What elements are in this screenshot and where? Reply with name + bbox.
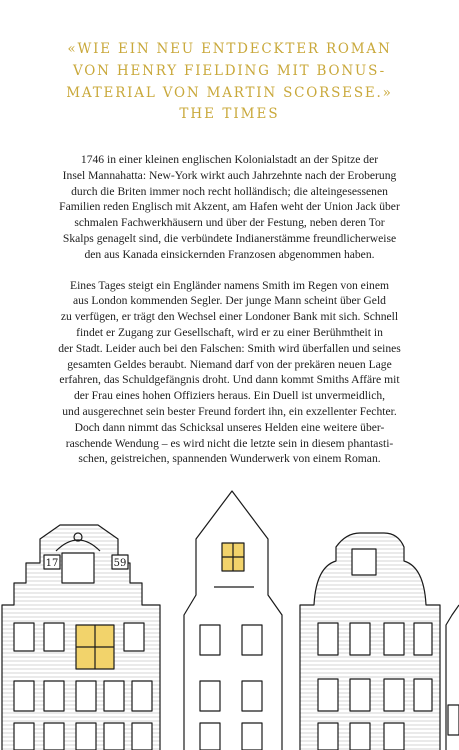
blurb-line: 1746 in einer kleinen englischen Kolonialstadt an der Spitze der bbox=[80, 153, 379, 166]
blurb-line: der Frau eines hohen Offiziers heraus. Ein Duell ist unvermeidlich, bbox=[73, 389, 386, 403]
blurb-line: Familien reden Englisch mit Akzent, am Hafen weht der Union Jack über bbox=[59, 200, 400, 214]
blurb-line: schmalen Fachwerkhäusern und über der Festung, neben deren Tor bbox=[74, 216, 385, 230]
quote-source: THE TIMES bbox=[179, 106, 280, 122]
blurb-line: den aus Kanada einsickernden Franzosen abgenommen haben. bbox=[84, 247, 375, 261]
house-2 bbox=[184, 491, 282, 750]
blurb-line: gesamten Geldes beraubt. Niemand darf von der prekären neuen Lage bbox=[67, 357, 392, 371]
blurb-line: durch die Briten immer noch recht holländisch; die alteingesessenen bbox=[71, 184, 388, 198]
blurb-line: und ausgerechnet sein bester Freund fordert ihn, ein exzellenter Fechter. bbox=[62, 404, 397, 418]
blurb-line: aus London kommenden Segler. Der junge Mann scheint über Geld bbox=[73, 294, 386, 308]
pull-quote bbox=[0, 38, 459, 104]
quote-line: MATERIAL VON MARTIN SCORSESE.» bbox=[66, 85, 393, 101]
blurb-line: erfahren, das Schuldgefängnis droht. Und dann kommt Smiths Affäre mit bbox=[59, 373, 400, 387]
blurb-paragraph-2 bbox=[14, 278, 445, 468]
blurb-line: Eines Tages steigt ein Engländer namens Smith im Regen von einem bbox=[69, 278, 390, 292]
blurb-line: zu verfügen, er trägt den Wechsel einer Londoner Bank mit sich. Schnell bbox=[60, 310, 399, 324]
gable-year-right: 59 bbox=[113, 558, 127, 569]
blurb-text bbox=[14, 152, 445, 482]
quote-line: «WIE EIN NEU ENTDECKTER ROMAN bbox=[67, 41, 392, 57]
canal-houses-illustration bbox=[0, 455, 459, 750]
gable-year-left: 17 bbox=[45, 558, 59, 569]
blurb-paragraph-1 bbox=[14, 152, 445, 263]
blurb-line: Doch dann nimmt das Schicksal unseres Helden eine weitere über- bbox=[74, 420, 385, 434]
gable-window bbox=[62, 553, 94, 583]
blurb-line: schen, geistreichen, spannenden Wunderwerk von einem Roman. bbox=[78, 452, 381, 466]
blurb-line: Skalps genagelt sind, die verbündete Indianerstämme freundlicherweise bbox=[62, 231, 397, 245]
blurb-line: raschende Wendung – es wird nicht die letzte sein in diesem phantasti- bbox=[65, 436, 394, 450]
blurb-line: findet er Zugang zur Gesellschaft, wird er zu einer Berühmtheit in bbox=[76, 325, 383, 339]
blurb-line: der Stadt. Leider auch bei den Falschen: Smith wird überfallen und seines bbox=[58, 341, 401, 355]
quote-line: VON HENRY FIELDING MIT BONUS- bbox=[72, 63, 387, 79]
blurb-line: Insel Mannahatta: New-York wirkt auch Jahrzehnte nach der Eroberung bbox=[62, 168, 397, 182]
